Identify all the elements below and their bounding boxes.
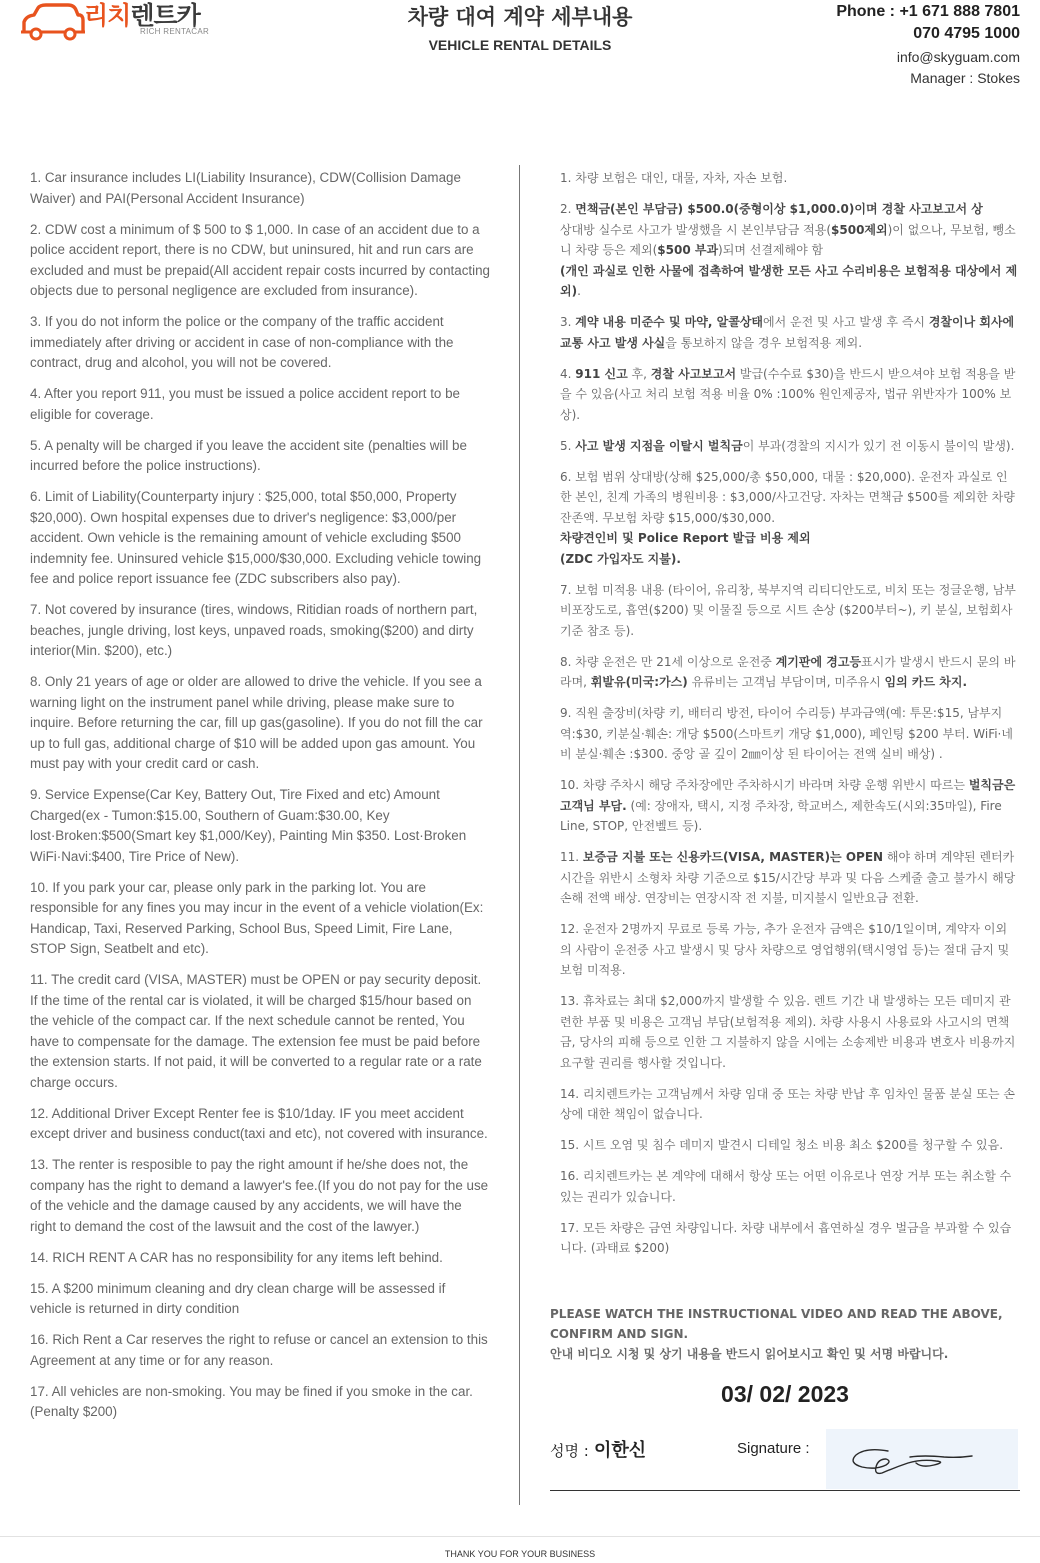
term-en-2: 2. CDW cost a minimum of $ 500 to $ 1,000. In case of an accident due to a police accident report, there is no CDW, but uninsured, hit and run cars are excluded and must be prepaid(All accident repair costs incurred by contacting objects due to personal negligence are excluded from insurance). [30, 221, 490, 298]
column-divider [519, 165, 520, 1505]
term-en-10: 10. If you park your car, please only park in the parking lot. You are responsible for any fines you may incur in the event of a vehicle violation(Ex: Handicap, Taxi, Reserved Parking, School Bus, Speed Limit, Fire Lane, STOP Sign, Seatbelt and etc). [30, 879, 484, 956]
term-ko-2: 2. 면책금(본인 부담금) $500.0(중형이상 $1,000.0)이며 경찰 사고보고서 상 상대방 실수로 사고가 발생했을 시 본인부담금 적용($500제외)이 없으나, 무보험, 뺑소니 차량 등은 제외($500 부과)되며 선결제해야 함 (개인 과실로 인한 사물에 접촉하여 발생한 모든 사고 수리비용은 보험적용 대상에서 제외). [560, 202, 1018, 298]
term-ko-12: 12. 운전자 2명까지 무료로 등록 가능, 추가 운전자 금액은 $10/1일이며, 계약자 이외의 사람이 운전중 사고 발생시 및 당사 차량으로 영업행위(택시영업 등)는 절대 금지 및 보험 미적용. [560, 922, 1010, 977]
signature-date: 03/ 02/ 2023 [721, 1381, 849, 1407]
renter-name: 이한신 [594, 1440, 647, 1461]
term-ko-10: 10. 차량 주차시 해당 주차장에만 주차하시기 바라며 차량 운행 위반시 따르는 벌칙금은 고객님 부담. (예: 장애자, 택시, 지정 주차장, 학교버스, 제한속도(시외:35마일), Fire Line, STOP, 안전벨트 등). [560, 778, 1016, 833]
term-en-5: 5. A penalty will be charged if you leave the accident site (penalties will be incurred before the police instructions). [30, 437, 467, 473]
logo-text: 리치렌트카 [84, 1, 200, 30]
term-en-8: 8. Only 21 years of age or older are allowed to drive the vehicle. If you see a warning light on the instrument panel while driving, please make sure to inquire. Before returning the car, fill up gas(gasoline). If you do not fill the car up to full gas, additional charge of $10 will be added upon gas amount. You must pay with your credit card or cash. [30, 674, 483, 771]
term-ko-17: 17. 모든 차량은 금연 차량입니다. 차량 내부에서 흡연하실 경우 벌금을 부과할 수 있습니다. (과태료 $200) [560, 1220, 1012, 1255]
term-en-11: 11. The credit card (VISA, MASTER) must be OPEN or pay security deposit. If the time of the rental car is violated, it will be charged $15/hour based on the vehicle of the compact car. If the next schedule cannot be rented, You have to compensate for the damage. The extension fee must be paid before the extension starts. If not paid, it will be converted to a regular rate or a rate charge occurs. [30, 972, 482, 1090]
notice-english: PLEASE WATCH THE INSTRUCTIONAL VIDEO AND READ THE ABOVE, CONFIRM AND SIGN. [550, 1307, 1003, 1341]
term-ko-6: 6. 보험 범위 상대방(상해 $25,000/총 $50,000, 대물 : $20,000). 운전자 과실로 인한 본인, 친계 가족의 병원비용 : $3,000/사고건당. 자차는 면책금 $500를 제외한 차량 잔존액. 무보험 차량 $15,000/$30,000. 차량견인비 및 Police Report 발급 비용 제외 (ZDC 가입자도 지불). [560, 469, 1015, 566]
term-ko-11: 11. 보증금 지불 또는 신용카드(VISA, MASTER)는 OPEN 해야 하며 계약된 렌터카 시간을 위반시 소형차 차량 기준으로 $15/시간당 부과 및 다음 스케줄 출고 불가시 해당 손해 전액 배상. 연장비는 연장시작 전 지불, 미지불시 일반요금 전환. [560, 850, 1016, 905]
contact-info [836, 3, 1020, 91]
logo-subtitle: RICH RENTACAR [140, 27, 210, 36]
term-ko-13: 13. 휴차료는 최대 $2,000까지 발생할 수 있음. 렌트 기간 내 발생하는 모든 데미지 관련한 부품 및 비용은 고객님 부담(보험적용 제외). 차량 사용시 사용료와 사고시의 면책금, 당사의 피해 등으로 인한 그 지불하지 않을 시에는 소송제반 비용과 변호사 비용까지 요구할 권리를 행사할 것입니다. [560, 994, 1016, 1070]
terms-english [30, 168, 490, 1433]
term-en-1: 1. Car insurance includes LI(Liability Insurance), CDW(Collision Damage Waiver) and PAI(Personal Accident Insurance) [30, 170, 461, 206]
term-en-12: 12. Additional Driver Except Renter fee is $10/1day. IF you meet accident except driver and business conduct(taxi and etc), not covered with insurance. [30, 1105, 488, 1141]
term-en-17: 17. All vehicles are non-smoking. You may be fined if you smoke in the car. (Penalty $200) [30, 1383, 473, 1419]
term-en-16: 16. Rich Rent a Car reserves the right to refuse or cancel an extension to this Agreement at any time or for any reason. [30, 1332, 488, 1368]
term-ko-9: 9. 직원 출장비(차량 키, 배터리 방전, 타이어 수리등) 부과금액(예: 투몬:$15, 남부지역:$30, 키분실·훼손: 개당 $500(스마트키 개당 $1,000), 페인팅 $200 부터. WiFi·네비 분실·훼손 :$300. 중앙 골 깊이 2㎜이상 된 타이어는 전액 실비 배상) . [560, 706, 1013, 761]
term-en-7: 7. Not covered by insurance (tires, windows, Ritidian roads of northern part, beaches, jungle driving, lost keys, unpaved roads, smoking($200) and dirty interior(Min. $200), etc.) [30, 602, 478, 658]
term-en-4: 4. After you report 911, you must be issued a police accident report to be eligible for coverage. [30, 386, 460, 422]
term-en-13: 13. The renter is resposible to pay the right amount if he/she does not, the company has the right to demand a lawyer's fee.(If you do not pay for the use of the vehicle and the damage caused by any accidents, we will have the right to demand the cost of the lawsuit and the cost of the lawyer.) [30, 1157, 489, 1234]
term-en-3: 3. If you do not inform the police or the company of the traffic accident immediately after driving or accident in case of non-compliance with the contract, drug and alcohol, you will not be covered. [30, 314, 454, 370]
page-title-korean: 차량 대여 계약 세부내용 [407, 5, 633, 29]
term-ko-1: 1. 차량 보험은 대인, 대물, 자차, 자손 보험. [560, 171, 788, 185]
term-ko-15: 15. 시트 오염 및 침수 데미지 발견시 디테일 청소 비용 최소 $200를 청구할 수 있음. [560, 1138, 1004, 1152]
term-ko-4: 4. 911 신고 후, 경찰 사고보고서 발급(수수료 $30)을 반드시 받으셔야 보험 적용을 받을 수 있음(사고 처리 보험 적용 비율 0% :100% 원인제공자, 법규 위반자가 100% 보상). [560, 366, 1016, 422]
handwritten-signature [826, 1429, 1018, 1489]
footer-text: THANK YOU FOR YOUR BUSINESS [444, 1549, 596, 1559]
term-ko-8: 8. 차량 운전은 만 21세 이상으로 운전중 계기판에 경고등표시가 발생시 반드시 문의 바라며, 휘발유(미국:가스) 유류비는 고객님 부담이며, 미주유시 임의 카드 차지. [560, 654, 1016, 689]
terms-korean [560, 168, 1018, 1269]
term-ko-3: 3. 계약 내용 미준수 및 마약, 알콜상태에서 운전 및 사고 발생 후 즉시 경찰이나 회사에 교통 사고 발생 사실을 통보하지 않을 경우 보험적용 제외. [560, 315, 1015, 350]
term-en-15: 15. A $200 minimum cleaning and dry clean charge will be assessed if vehicle is returned in dirty condition [30, 1280, 446, 1316]
term-ko-5: 5. 사고 발생 지점을 이탈시 벌칙금이 부과(경찰의 지시가 있기 전 이동시 불이익 발생). [560, 438, 1015, 453]
term-en-14: 14. RICH RENT A CAR has no responsibility for any items left behind. [30, 1249, 443, 1265]
term-ko-16: 16. 리치렌트카는 본 계약에 대해서 항상 또는 어떤 이유로나 연장 거부 또는 취소할 수 있는 권리가 있습니다. [560, 1169, 1012, 1204]
footer-divider [0, 1536, 1040, 1537]
phone-number: Phone : +1 671 888 7801 [836, 3, 1020, 20]
term-en-6: 6. Limit of Liability(Counterparty injury : $25,000, total $50,000, Property $20,000). Own hospital expenses due to driver's negligence: $3,000/per accident. Own vehicle is the remaining amount of vehicle excluding $500 indemnity fee. Uninsured vehicle $15,000/$30,000. Excluding vehicle towing fee and police report issuance fee (ZDC subscribers also pay). [30, 489, 482, 586]
confirmation-notice [550, 1304, 1020, 1364]
signature-line [550, 1490, 1020, 1491]
phone-number-secondary: 070 4795 1000 [913, 25, 1020, 42]
notice-korean: 안내 비디오 시청 및 상기 내용을 반드시 읽어보시고 확인 및 서명 바랍니다. [550, 1347, 949, 1361]
email-address: info@skyguam.com [896, 49, 1020, 65]
term-en-9: 9. Service Expense(Car Key, Battery Out, Tire Fixed and etc) Amount Charged(ex - Tumon:$15.00, Southern of Guam:$30.00, Key lost·Broken:$500(Smart key $1,000/Key), Painting Min $350. Lost·Broken WiFi·Navi:$400, Tire Price of New). [30, 787, 467, 864]
manager-name: Manager : Stokes [910, 70, 1020, 86]
signature-field[interactable] [826, 1429, 1018, 1489]
name-label: 성명 : [550, 1442, 589, 1460]
term-ko-7: 7. 보험 미적용 내용 (타이어, 유리창, 북부지역 리티디안도로, 비치 또는 정글운행, 남부 비포장도로, 흡연($200) 및 이물질 등으로 시트 손상 ($200부터~), 키 분실, 보험회사 기준 참조 등). [560, 582, 1016, 638]
signature-label: Signature : [737, 1440, 810, 1457]
term-ko-14: 14. 리치렌트카는 고객님께서 차량 임대 중 또는 차량 반납 후 임차인 물품 분실 또는 손상에 대한 책임이 없습니다. [560, 1086, 1016, 1121]
page-title-english: VEHICLE RENTAL DETAILS [428, 37, 612, 53]
